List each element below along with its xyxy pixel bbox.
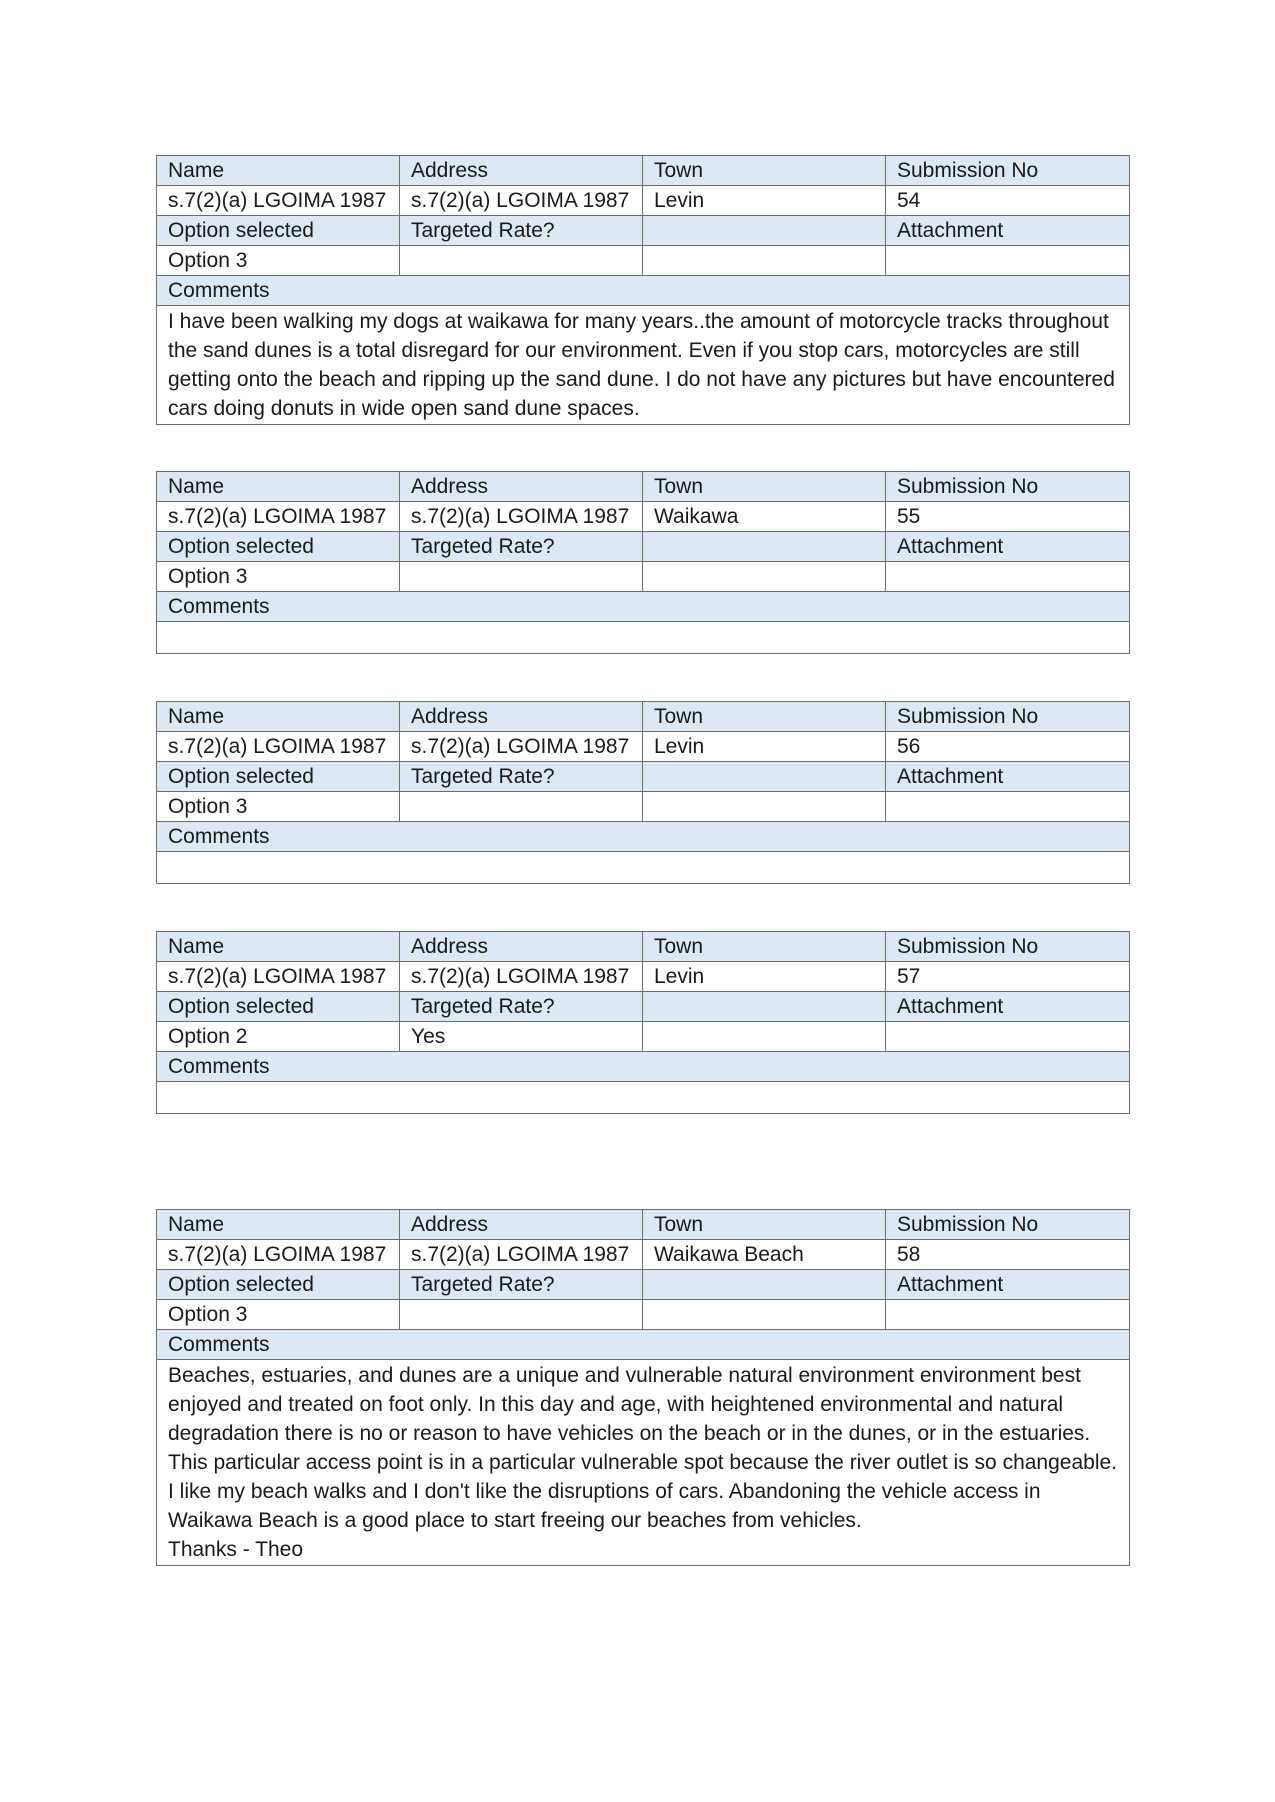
- town-value: Levin: [643, 732, 886, 762]
- option-header-row: [157, 762, 1130, 792]
- submission-no-value: 58: [886, 1240, 1130, 1270]
- town-value: Waikawa Beach: [643, 1240, 886, 1270]
- submission-no-value: 54: [886, 186, 1130, 216]
- comments-row: [157, 1082, 1130, 1114]
- comment-signoff: Thanks - Theo: [168, 1538, 304, 1561]
- comments-row: [157, 1360, 1130, 1566]
- attachment-value: [886, 246, 1130, 276]
- comments-row: [157, 622, 1130, 654]
- empty-cell: [643, 992, 886, 1022]
- address-value: s.7(2)(a) LGOIMA 1987: [400, 732, 643, 762]
- name-label: Name: [157, 156, 400, 186]
- targeted-rate-value: [400, 562, 643, 592]
- comment-text: [157, 622, 1130, 654]
- name-value: s.7(2)(a) LGOIMA 1987: [157, 962, 400, 992]
- option-value: Option 3: [157, 1300, 400, 1330]
- comments-row: [157, 306, 1130, 425]
- address-value: s.7(2)(a) LGOIMA 1987: [400, 502, 643, 532]
- address-value: s.7(2)(a) LGOIMA 1987: [400, 186, 643, 216]
- comment-text: [157, 1082, 1130, 1114]
- comments-header-row: [157, 276, 1130, 306]
- address-label: Address: [400, 156, 643, 186]
- header-row: [157, 156, 1130, 186]
- empty-cell: [643, 1270, 886, 1300]
- option-selected-label: Option selected: [157, 216, 400, 246]
- comments-header-row: [157, 822, 1130, 852]
- option-row: [157, 1300, 1130, 1330]
- option-row: [157, 1022, 1130, 1052]
- name-value: s.7(2)(a) LGOIMA 1987: [157, 1240, 400, 1270]
- address-label: Address: [400, 472, 643, 502]
- empty-cell: [643, 216, 886, 246]
- targeted-rate-label: Targeted Rate?: [400, 1270, 643, 1300]
- submission-no-label: Submission No: [886, 932, 1130, 962]
- attachment-label: Attachment: [886, 532, 1130, 562]
- option-selected-label: Option selected: [157, 1270, 400, 1300]
- attachment-label: Attachment: [886, 1270, 1130, 1300]
- attachment-label: Attachment: [886, 762, 1130, 792]
- submission-no-value: 57: [886, 962, 1130, 992]
- details-row: [157, 1240, 1130, 1270]
- address-label: Address: [400, 932, 643, 962]
- submission-no-label: Submission No: [886, 1210, 1130, 1240]
- name-label: Name: [157, 1210, 400, 1240]
- targeted-rate-label: Targeted Rate?: [400, 992, 643, 1022]
- town-label: Town: [643, 156, 886, 186]
- targeted-rate-value: [400, 246, 643, 276]
- town-value: Levin: [643, 962, 886, 992]
- details-row: [157, 502, 1130, 532]
- option-header-row: [157, 532, 1130, 562]
- submission-no-value: 56: [886, 732, 1130, 762]
- header-row: [157, 472, 1130, 502]
- submission-table: [156, 1209, 1130, 1566]
- comment-text: I have been walking my dogs at waikawa for many years..the amount of motorcycle tracks throughout the sand dunes is a total disregard for our environment. Even if you stop cars, motorcycles are still getting onto the beach and ripping up the sand dune. I do not have any pictures but have encountered cars doing donuts in wide open sand dune spaces.: [157, 306, 1130, 425]
- comment-text: [157, 852, 1130, 884]
- town-label: Town: [643, 472, 886, 502]
- submission-table: [156, 155, 1130, 425]
- header-row: [157, 932, 1130, 962]
- option-header-row: [157, 1270, 1130, 1300]
- address-value: s.7(2)(a) LGOIMA 1987: [400, 1240, 643, 1270]
- name-value: s.7(2)(a) LGOIMA 1987: [157, 502, 400, 532]
- submission-no-label: Submission No: [886, 156, 1130, 186]
- attachment-value: [886, 1022, 1130, 1052]
- comments-label: Comments: [157, 822, 1130, 852]
- submission-no-label: Submission No: [886, 472, 1130, 502]
- empty-cell: [643, 1300, 886, 1330]
- comment-cell: [157, 1360, 1130, 1566]
- address-label: Address: [400, 702, 643, 732]
- attachment-label: Attachment: [886, 216, 1130, 246]
- option-row: [157, 792, 1130, 822]
- attachment-value: [886, 792, 1130, 822]
- submission-table: [156, 471, 1130, 654]
- name-value: s.7(2)(a) LGOIMA 1987: [157, 186, 400, 216]
- submission-no-value: 55: [886, 502, 1130, 532]
- submission-table: [156, 931, 1130, 1114]
- empty-cell: [643, 246, 886, 276]
- attachment-value: [886, 1300, 1130, 1330]
- submission-table: [156, 701, 1130, 884]
- comments-header-row: [157, 1330, 1130, 1360]
- submission-no-label: Submission No: [886, 702, 1130, 732]
- empty-cell: [643, 562, 886, 592]
- comments-label: Comments: [157, 1052, 1130, 1082]
- comments-label: Comments: [157, 592, 1130, 622]
- name-label: Name: [157, 932, 400, 962]
- header-row: [157, 1210, 1130, 1240]
- option-header-row: [157, 992, 1130, 1022]
- targeted-rate-label: Targeted Rate?: [400, 216, 643, 246]
- name-value: s.7(2)(a) LGOIMA 1987: [157, 732, 400, 762]
- empty-cell: [643, 1022, 886, 1052]
- town-label: Town: [643, 702, 886, 732]
- details-row: [157, 962, 1130, 992]
- targeted-rate-label: Targeted Rate?: [400, 762, 643, 792]
- targeted-rate-value: [400, 792, 643, 822]
- attachment-value: [886, 562, 1130, 592]
- comments-row: [157, 852, 1130, 884]
- option-value: Option 3: [157, 562, 400, 592]
- targeted-rate-value: Yes: [400, 1022, 643, 1052]
- option-value: Option 3: [157, 792, 400, 822]
- details-row: [157, 186, 1130, 216]
- targeted-rate-label: Targeted Rate?: [400, 532, 643, 562]
- details-row: [157, 732, 1130, 762]
- empty-cell: [643, 762, 886, 792]
- option-selected-label: Option selected: [157, 762, 400, 792]
- name-label: Name: [157, 702, 400, 732]
- option-row: [157, 562, 1130, 592]
- empty-cell: [643, 792, 886, 822]
- comments-header-row: [157, 1052, 1130, 1082]
- option-row: [157, 246, 1130, 276]
- name-label: Name: [157, 472, 400, 502]
- option-selected-label: Option selected: [157, 532, 400, 562]
- town-label: Town: [643, 1210, 886, 1240]
- comment-text: Beaches, estuaries, and dunes are a unique and vulnerable natural environment environment best enjoyed and treated on foot only. In this day and age, with heightened environmental and natural degradation there is no or reason to have vehicles on the beach or in the dunes, or in the estuaries. This particular access point is in a particular vulnerable spot because the river outlet is so changeable. I like my beach walks and I don't like the disruptions of cars. Abandoning the vehicle access in Waikawa Beach is a good place to start freeing our beaches from vehicles.: [168, 1364, 1118, 1532]
- town-label: Town: [643, 932, 886, 962]
- town-value: Waikawa: [643, 502, 886, 532]
- option-selected-label: Option selected: [157, 992, 400, 1022]
- option-value: Option 2: [157, 1022, 400, 1052]
- option-value: Option 3: [157, 246, 400, 276]
- comments-label: Comments: [157, 276, 1130, 306]
- address-value: s.7(2)(a) LGOIMA 1987: [400, 962, 643, 992]
- attachment-label: Attachment: [886, 992, 1130, 1022]
- address-label: Address: [400, 1210, 643, 1240]
- comments-header-row: [157, 592, 1130, 622]
- header-row: [157, 702, 1130, 732]
- town-value: Levin: [643, 186, 886, 216]
- option-header-row: [157, 216, 1130, 246]
- comments-label: Comments: [157, 1330, 1130, 1360]
- targeted-rate-value: [400, 1300, 643, 1330]
- empty-cell: [643, 532, 886, 562]
